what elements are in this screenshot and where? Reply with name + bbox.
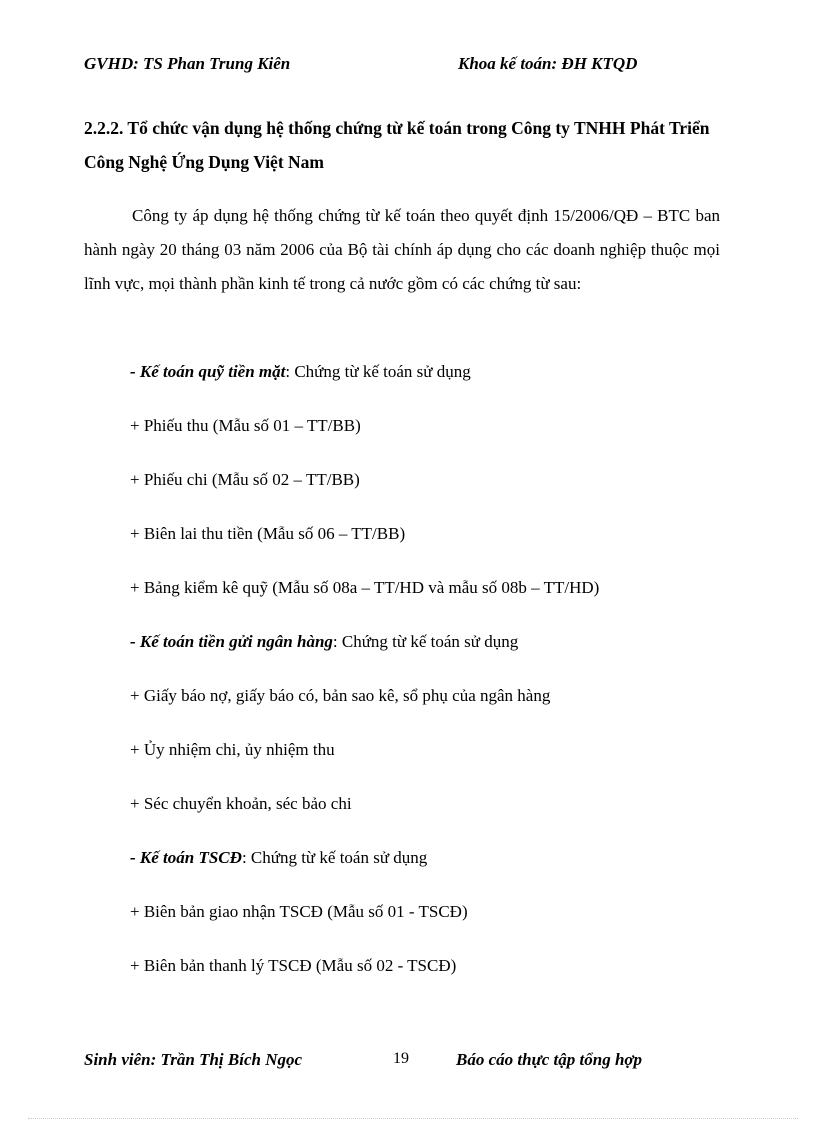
list-item: + Ủy nhiệm chi, ủy nhiệm thu [130,740,335,759]
header-faculty: Khoa kế toán: ĐH KTQD [458,54,638,73]
section-fixed-assets [130,848,427,868]
list-item: + Bảng kiểm kê quỹ (Mẫu số 08a – TT/HD và mẫu số 08b – TT/HD) [130,578,600,597]
list-item: + Phiếu thu (Mẫu số 01 – TT/BB) [130,416,361,435]
section-cash [130,362,471,382]
footer-report-title: Báo cáo thực tập tổng hợp [456,1050,643,1069]
page-bottom-divider [28,1118,798,1119]
page-number: 19 [393,1050,409,1067]
section-cash-title: - Kế toán quỹ tiền mặt [130,362,286,381]
intro-paragraph: Công ty áp dụng hệ thống chứng từ kế toán theo quyết định 15/2006/QĐ – BTC ban hành ngày 20 tháng 03 năm 2006 của Bộ tài chính áp dụng cho các doanh nghiệp thuộc mọi lĩnh vực, mọi thành phần kinh tế trong cả nước gồm có các chứng từ sau: [84,206,720,293]
list-item: + Séc chuyển khoản, séc bảo chi [130,794,352,813]
list-item: + Giấy báo nợ, giấy báo có, bản sao kê, sổ phụ của ngân hàng [130,686,551,705]
section-cash-desc: : Chứng từ kế toán sử dụng [285,362,471,381]
list-item: + Phiếu chi (Mẫu số 02 – TT/BB) [130,470,360,489]
list-item: + Biên lai thu tiền (Mẫu số 06 – TT/BB) [130,524,406,543]
header-advisor: GVHD: TS Phan Trung Kiên [84,54,291,73]
section-bank-title: - Kế toán tiền gửi ngân hàng [130,632,333,651]
section-fixed-assets-title: - Kế toán TSCĐ [130,848,242,867]
list-item: + Biên bản thanh lý TSCĐ (Mẫu số 02 - TSCĐ) [130,956,457,975]
section-bank [130,632,518,652]
section-bank-desc: : Chứng từ kế toán sử dụng [332,632,519,651]
list-item: + Biên bản giao nhận TSCĐ (Mẫu số 01 - TSCĐ) [130,902,468,921]
section-fixed-assets-desc: : Chứng từ kế toán sử dụng [241,848,428,867]
section-heading: 2.2.2. Tổ chức vận dụng hệ thống chứng từ kế toán trong Công ty TNHH Phát Triển Công Nghệ Ứng Dụng Việt Nam [84,118,710,172]
footer-student: Sinh viên: Trần Thị Bích Ngọc [84,1050,303,1069]
